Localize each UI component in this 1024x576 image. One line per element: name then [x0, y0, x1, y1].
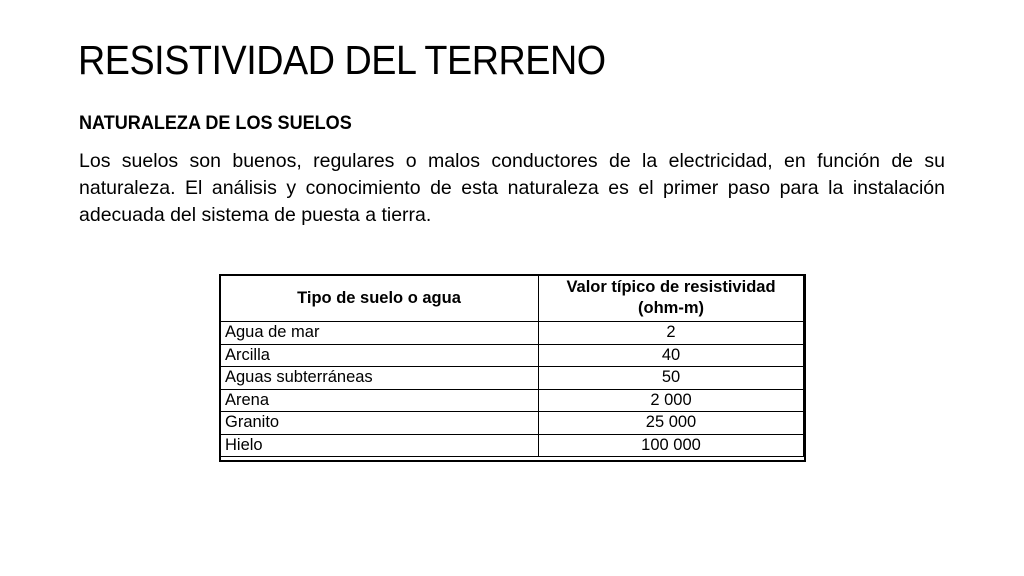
body-paragraph: Los suelos son buenos, regulares o malos conductores de la electricidad, en función de su naturaleza. El análisis y conocimiento de esta naturaleza es el primer paso para la instalación adecuada del sistema de puesta a tierra.: [79, 150, 945, 226]
value-cell: 50: [539, 367, 804, 390]
soil-cell: Aguas subterráneas: [220, 367, 539, 390]
table-row: [220, 389, 804, 412]
table-header-row: [220, 275, 804, 322]
soil-cell: Agua de mar: [220, 322, 539, 345]
soil-cell: Arcilla: [220, 344, 539, 367]
table-row: [220, 434, 804, 457]
table-row: [220, 322, 804, 345]
soil-cell: Granito: [220, 412, 539, 435]
slide-title: RESISTIVIDAD DEL TERRENO: [78, 37, 606, 83]
value-cell: 2: [539, 322, 804, 345]
header-resistivity-unit: (ohm-m): [638, 299, 704, 317]
table-row: [220, 344, 804, 367]
section-heading: NATURALEZA DE LOS SUELOS: [79, 113, 352, 134]
table-row: [220, 412, 804, 435]
value-cell: 2 000: [539, 389, 804, 412]
header-soil-type: Tipo de suelo o agua: [220, 275, 539, 322]
resistivity-table-container: [219, 274, 804, 460]
header-resistivity-label: Valor típico de resistividad: [566, 278, 776, 296]
value-cell: 25 000: [539, 412, 804, 435]
resistivity-table: [219, 274, 804, 457]
value-cell: 100 000: [539, 434, 804, 457]
table-row: [220, 367, 804, 390]
value-cell: 40: [539, 344, 804, 367]
soil-cell: Hielo: [220, 434, 539, 457]
header-resistivity-value: [539, 275, 804, 322]
soil-cell: Arena: [220, 389, 539, 412]
